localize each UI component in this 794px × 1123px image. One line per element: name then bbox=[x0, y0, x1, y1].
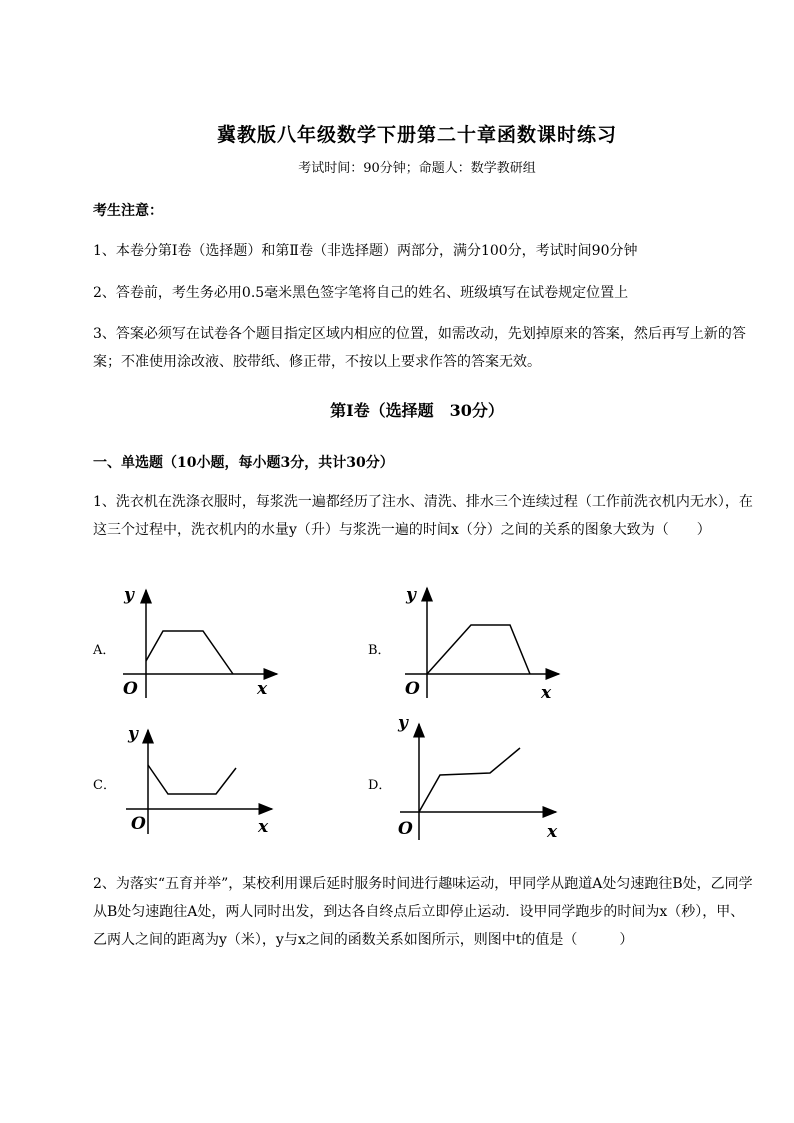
option-a-graph bbox=[115, 580, 295, 702]
option-c-graph bbox=[118, 718, 288, 840]
page-title: 冀教版八年级数学下册第二十章函数课时练习 bbox=[216, 124, 617, 146]
graph-line bbox=[419, 748, 520, 812]
exam-info: 考试时间：90分钟；命题人：数学教研组 bbox=[298, 161, 536, 176]
notice-item-2: 2、答卷前，考生务必用0.5毫米黑色签字笔将自己的姓名、班级填写在试卷规定位置上 bbox=[93, 285, 629, 301]
option-b-graph bbox=[397, 578, 577, 704]
option-a-label[interactable]: A． bbox=[93, 643, 116, 658]
y-axis-label: y bbox=[406, 585, 416, 605]
option-d-graph bbox=[392, 710, 572, 844]
graph-line bbox=[148, 765, 236, 794]
origin-label: O bbox=[131, 814, 146, 834]
question-2-text: 2、为落实“五育并举”，某校利用课后延时服务时间进行趣味运动，甲同学从跑道A处匀速跑往B处，乙同学从B处匀速跑往A处，两人同时出发，到达各自终点后立即停止运动．设甲同学跑步的时间为x（秒），甲、乙两人之间的距离为y（米），y与x之间的函数关系如图所示，则图中t的值是（ ） bbox=[93, 876, 753, 948]
x-axis-label: x bbox=[258, 817, 269, 837]
y-axis-label: y bbox=[398, 713, 408, 733]
origin-label: O bbox=[405, 679, 420, 699]
graph-line bbox=[427, 625, 530, 674]
origin-label: O bbox=[398, 819, 413, 839]
notice-heading: 考生注意： bbox=[93, 203, 163, 219]
origin-label: O bbox=[123, 679, 138, 699]
x-axis-label: x bbox=[257, 679, 268, 699]
y-axis-label: y bbox=[128, 724, 138, 744]
option-b-label[interactable]: B． bbox=[368, 643, 391, 658]
part-heading: 一、单选题（10小题，每小题3分，共计30分） bbox=[93, 455, 394, 471]
notice-item-1: 1、本卷分第Ⅰ卷（选择题）和第Ⅱ卷（非选择题）两部分，满分100分，考试时间90分钟 bbox=[93, 243, 638, 259]
graph-line bbox=[146, 631, 233, 674]
section-title: 第Ⅰ卷（选择题 30分） bbox=[330, 401, 504, 420]
y-axis-label: y bbox=[124, 585, 134, 605]
x-axis-label: x bbox=[547, 822, 558, 842]
notice-item-3: 3、答案必须写在试卷各个题目指定区域内相应的位置，如需改动，先划掉原来的答案，然后再写上新的答案；不准使用涂改液、胶带纸、修正带，不按以上要求作答的答案无效。 bbox=[93, 326, 746, 370]
x-axis-label: x bbox=[541, 683, 552, 703]
question-1-text: 1、洗衣机在洗涤衣服时，每浆洗一遍都经历了注水、清洗、排水三个连续过程（工作前洗衣机内无水），在这三个过程中，洗衣机内的水量y（升）与浆洗一遍的时间x（分）之间的关系的图象大致为（ ） bbox=[93, 494, 753, 538]
option-c-label[interactable]: C． bbox=[93, 778, 116, 793]
option-d-label[interactable]: D． bbox=[368, 778, 392, 793]
